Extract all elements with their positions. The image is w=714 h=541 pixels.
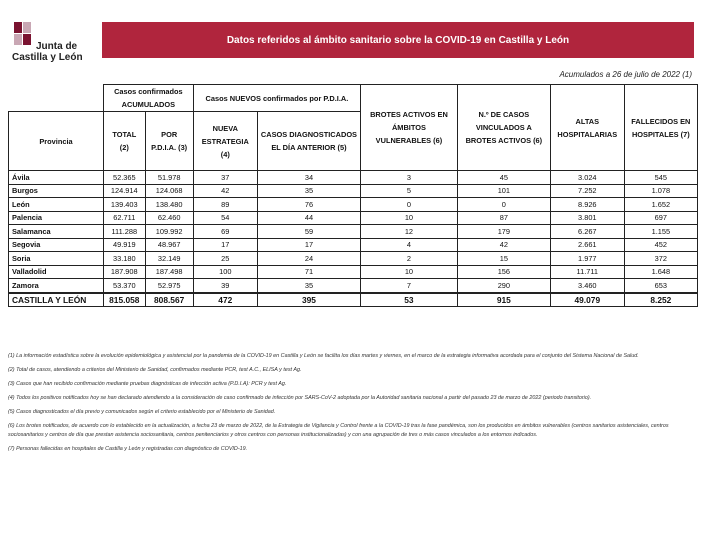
col-pdia: POR P.D.I.A. (3) [145,112,193,171]
col-altas: ALTAS HOSPITALARIAS [550,85,624,171]
total-label: CASTILLA Y LEÓN [9,293,104,307]
value-cell: 187.498 [145,265,193,279]
value-cell: 34 [257,171,360,185]
footnote: (7) Personas fallecidas en hospitales de Castilla y León y registradas con diagnóstico de COVID-19. [8,446,248,452]
value-cell: 5 [361,184,458,198]
value-cell: 1.652 [624,198,697,212]
group-header-nuevos: Casos NUEVOS confirmados por P.D.I.A. [193,85,360,112]
value-cell: 87 [457,211,550,225]
footnotes [8,352,698,459]
total-cell: 915 [457,293,550,307]
value-cell: 17 [193,238,257,252]
col-brotes: BROTES ACTIVOS EN ÁMBITOS VULNERABLES (6) [361,85,458,171]
value-cell: 8.926 [550,198,624,212]
value-cell: 37 [193,171,257,185]
table-row [9,238,698,252]
value-cell: 10 [361,211,458,225]
empty-header-cell [9,85,104,112]
value-cell: 49.919 [104,238,146,252]
value-cell: 51.978 [145,171,193,185]
value-cell: 52.975 [145,279,193,293]
total-row [9,293,698,307]
page-title-banner [102,22,694,58]
col-total: TOTAL (2) [104,112,146,171]
province-cell: Soria [9,252,104,266]
value-cell: 109.992 [145,225,193,239]
table-row [9,265,698,279]
col-provincia: Provincia [9,112,104,171]
footnote: (6) Los brotes notificados, de acuerdo con lo establecido en la actualización, a fecha 23 de marzo de 2022, de la Estrategia de Vigilancia y Control frente a la COVID-19 tras la fase pandémica, son los producidos en ámbitos vulnerables (centros sanitarios asistenciales, centros sociosanitarios y centros de día que prestan asistencia sociosanitaria, centros penitenciarios y otros centros con personas institucionalizadas) y con una agrupación de tres o más casos vinculados a los entornos indicados. [8,423,669,438]
col-nueva-estrategia: NUEVA ESTRATEGIA (4) [193,112,257,171]
value-cell: 48.967 [145,238,193,252]
value-cell: 138.480 [145,198,193,212]
footnote: (3) Casos que han recibido confirmación mediante pruebas diagnósticas de infección activa (P.D.I.A): PCR y test Ag. [8,381,287,387]
footnote: (1) La información estadística sobre la evolución epidemiológica y asistencial por la pandemia de la COVID-19 en Castilla y León se facilita los días martes y viernes, en el marco de la estrategia informativa acordada para el conjunto del Sistema Nacional de Salud. [8,353,639,359]
value-cell: 3.024 [550,171,624,185]
total-cell: 395 [257,293,360,307]
value-cell: 1.078 [624,184,697,198]
total-cell: 8.252 [624,293,697,307]
value-cell: 42 [457,238,550,252]
value-cell: 7 [361,279,458,293]
total-cell: 815.058 [104,293,146,307]
province-cell: Ávila [9,171,104,185]
value-cell: 12 [361,225,458,239]
value-cell: 3 [361,171,458,185]
value-cell: 52.365 [104,171,146,185]
value-cell: 32.149 [145,252,193,266]
total-cell: 49.079 [550,293,624,307]
group-header-row [9,85,698,112]
page-title: Datos referidos al ámbito sanitario sobre la COVID-19 en Castilla y León [226,34,570,46]
table-row [9,184,698,198]
province-cell: Valladolid [9,265,104,279]
table-row [9,252,698,266]
total-cell: 53 [361,293,458,307]
value-cell: 89 [193,198,257,212]
province-cell: Zamora [9,279,104,293]
date-subtitle: Acumulados a 26 de julio de 2022 (1) [559,70,692,79]
col-diagnosticados: CASOS DIAGNOSTICADOS EL DÍA ANTERIOR (5) [257,112,360,171]
value-cell: 15 [457,252,550,266]
value-cell: 3.460 [550,279,624,293]
value-cell: 156 [457,265,550,279]
value-cell: 44 [257,211,360,225]
value-cell: 62.460 [145,211,193,225]
value-cell: 372 [624,252,697,266]
value-cell: 39 [193,279,257,293]
table-row [9,211,698,225]
value-cell: 33.180 [104,252,146,266]
covid-data-table [8,84,698,307]
province-cell: León [9,198,104,212]
value-cell: 187.908 [104,265,146,279]
value-cell: 697 [624,211,697,225]
table-row [9,279,698,293]
value-cell: 179 [457,225,550,239]
table-row [9,198,698,212]
province-cell: Palencia [9,211,104,225]
value-cell: 2 [361,252,458,266]
footnote: (2) Total de casos, atendiendo a criterios del Ministerio de Sanidad, confirmados mediante PCR, test A.C., ELISA y test Ag. [8,367,302,373]
col-fallecidos: FALLECIDOS EN HOSPITALES (7) [624,85,697,171]
value-cell: 0 [457,198,550,212]
value-cell: 69 [193,225,257,239]
value-cell: 35 [257,184,360,198]
value-cell: 7.252 [550,184,624,198]
value-cell: 653 [624,279,697,293]
value-cell: 100 [193,265,257,279]
value-cell: 25 [193,252,257,266]
value-cell: 452 [624,238,697,252]
value-cell: 1.155 [624,225,697,239]
province-cell: Salamanca [9,225,104,239]
value-cell: 59 [257,225,360,239]
value-cell: 1.977 [550,252,624,266]
value-cell: 45 [457,171,550,185]
table-body [9,171,698,293]
col-casos-vinculados: N.º DE CASOS VINCULADOS A BROTES ACTIVOS (6) [457,85,550,171]
value-cell: 111.288 [104,225,146,239]
total-cell: 472 [193,293,257,307]
province-cell: Burgos [9,184,104,198]
junta-logo [8,22,88,66]
value-cell: 3.801 [550,211,624,225]
value-cell: 124.068 [145,184,193,198]
value-cell: 62.711 [104,211,146,225]
province-cell: Segovia [9,238,104,252]
value-cell: 4 [361,238,458,252]
value-cell: 101 [457,184,550,198]
value-cell: 124.914 [104,184,146,198]
value-cell: 53.370 [104,279,146,293]
value-cell: 24 [257,252,360,266]
logo-text: Junta de Castilla y León [12,41,83,63]
value-cell: 290 [457,279,550,293]
footnote: (5) Casos diagnosticados el día previo y comunicados según el criterio establecido por el Ministerio de Sanidad. [8,409,276,415]
value-cell: 139.403 [104,198,146,212]
value-cell: 54 [193,211,257,225]
table-row [9,225,698,239]
value-cell: 6.267 [550,225,624,239]
value-cell: 2.661 [550,238,624,252]
value-cell: 71 [257,265,360,279]
value-cell: 11.711 [550,265,624,279]
table-row [9,171,698,185]
value-cell: 42 [193,184,257,198]
value-cell: 17 [257,238,360,252]
value-cell: 10 [361,265,458,279]
value-cell: 0 [361,198,458,212]
value-cell: 76 [257,198,360,212]
total-cell: 808.567 [145,293,193,307]
value-cell: 1.648 [624,265,697,279]
value-cell: 35 [257,279,360,293]
value-cell: 545 [624,171,697,185]
footnote: (4) Todos los positivos notificados hoy se han declarado atendiendo a la consideración de caso confirmado de infección por SARS-CoV-2 adoptada por la Autoridad sanitaria nacional a partir del pasado 23 de marzo de 2022 (periodo transitorio). [8,395,592,401]
group-header-acumulados: Casos confirmados ACUMULADOS [104,85,194,112]
